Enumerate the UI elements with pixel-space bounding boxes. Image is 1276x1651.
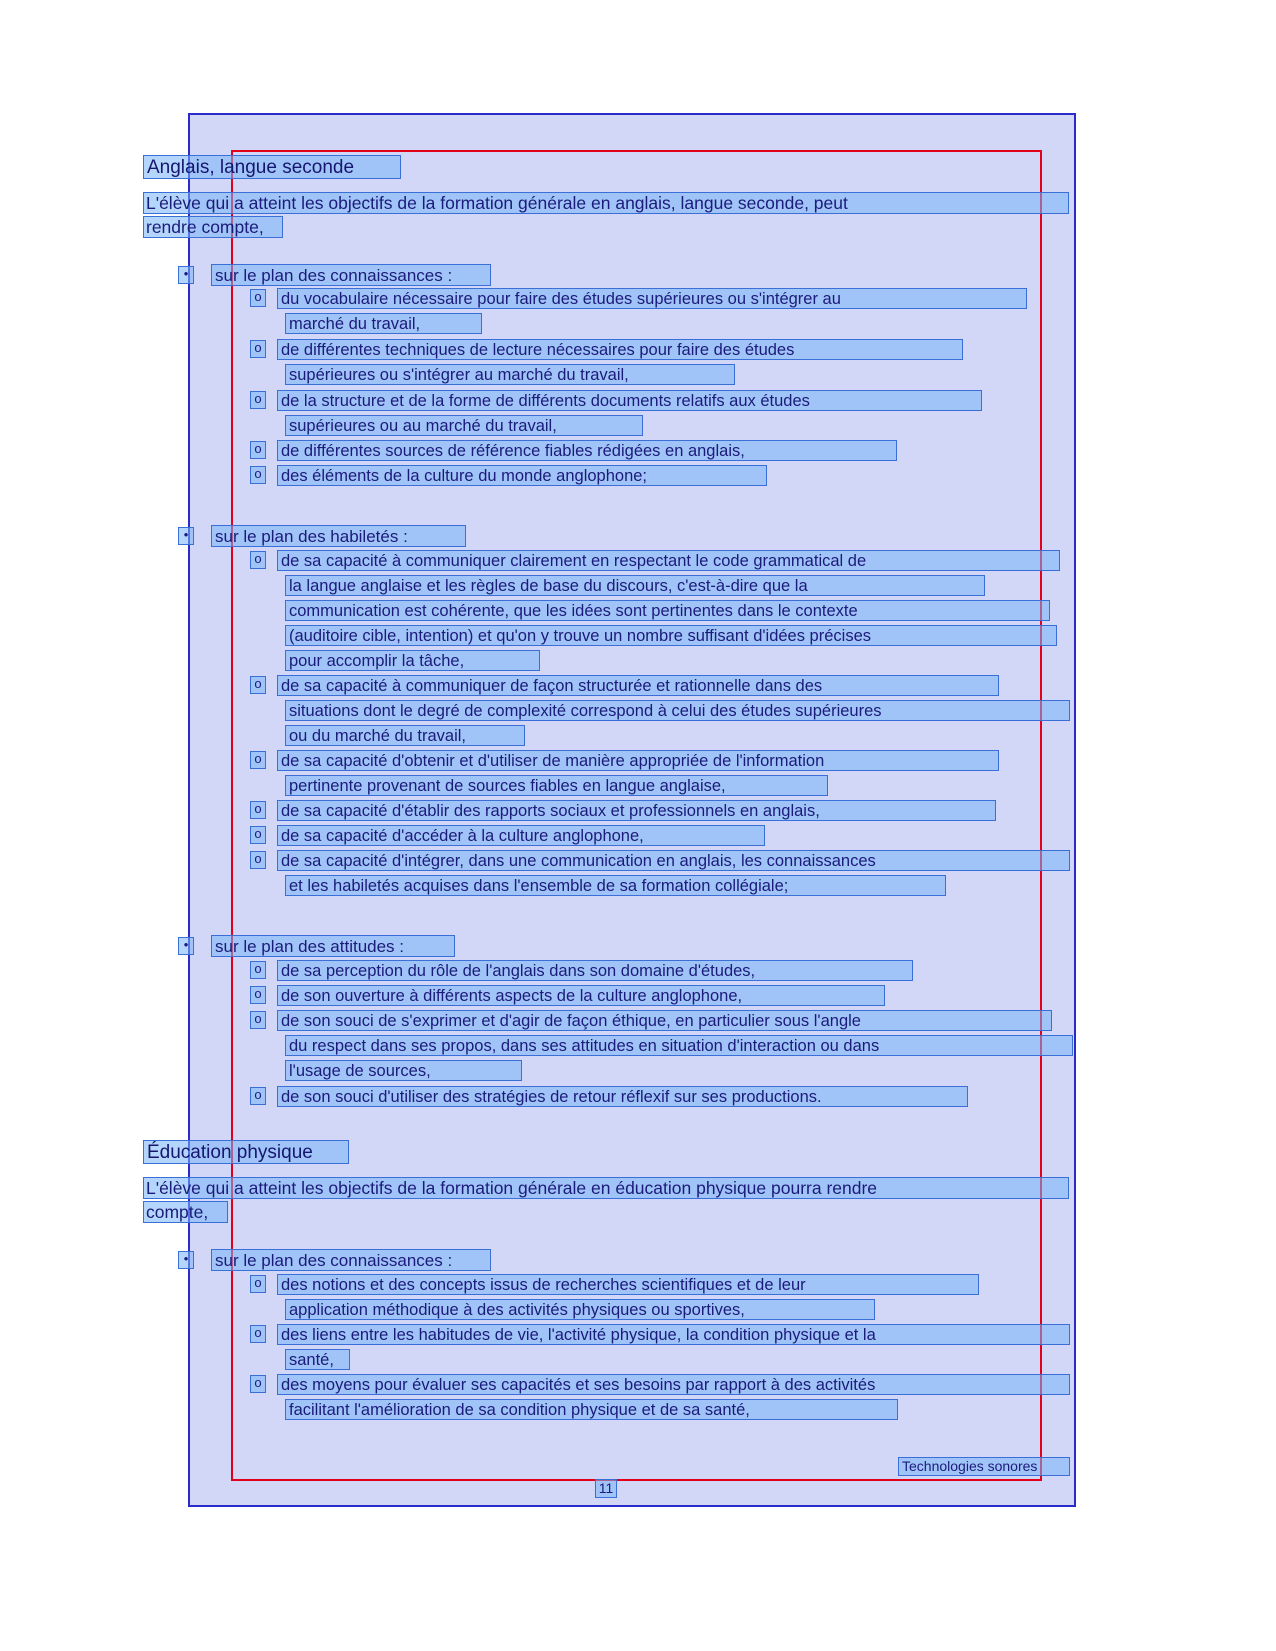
list-item-line: des notions et des concepts issus de recherches scientifiques et de leur <box>277 1274 979 1295</box>
list-item-line: de différentes techniques de lecture nécessaires pour faire des études <box>277 339 963 360</box>
list-item-line: des moyens pour évaluer ses capacités et ses besoins par rapport à des activités <box>277 1374 1070 1395</box>
group-label: sur le plan des connaissances : <box>211 264 491 286</box>
bullet-marker-level2: o <box>250 441 266 459</box>
list-item-line: supérieures ou s'intégrer au marché du travail, <box>285 364 735 385</box>
intro-line: L'élève qui a atteint les objectifs de la formation générale en éducation physique pourra rendre <box>143 1177 1069 1199</box>
bullet-marker-level2: o <box>250 391 266 409</box>
bullet-marker-level1: • <box>178 266 194 284</box>
group-label: sur le plan des habiletés : <box>211 525 466 547</box>
bullet-marker-level2: o <box>250 1011 266 1029</box>
list-item-line: de sa capacité d'obtenir et d'utiliser de manière appropriée de l'information <box>277 750 999 771</box>
bullet-marker-level2: o <box>250 340 266 358</box>
list-item-line: (auditoire cible, intention) et qu'on y trouve un nombre suffisant d'idées précises <box>285 625 1057 646</box>
list-item-line: du respect dans ses propos, dans ses attitudes en situation d'interaction ou dans <box>285 1035 1073 1056</box>
bullet-marker-level1: • <box>178 937 194 955</box>
list-item-line: des liens entre les habitudes de vie, l'activité physique, la condition physique et la <box>277 1324 1070 1345</box>
list-item-line: de sa capacité à communiquer clairement en respectant le code grammatical de <box>277 550 1060 571</box>
list-item-line: de différentes sources de référence fiables rédigées en anglais, <box>277 440 897 461</box>
bullet-marker-level2: o <box>250 986 266 1004</box>
bullet-marker-level2: o <box>250 751 266 769</box>
bullet-marker-level2: o <box>250 961 266 979</box>
list-item-line: marché du travail, <box>285 313 482 334</box>
list-item-line: l'usage de sources, <box>285 1060 522 1081</box>
list-item-line: de son souci d'utiliser des stratégies de retour réflexif sur ses productions. <box>277 1086 968 1107</box>
bullet-marker-level2: o <box>250 826 266 844</box>
list-item-line: des éléments de la culture du monde anglophone; <box>277 465 767 486</box>
section-heading-education-physique: Éducation physique <box>143 1140 349 1164</box>
list-item-line: de sa capacité à communiquer de façon structurée et rationnelle dans des <box>277 675 999 696</box>
bullet-marker-level2: o <box>250 466 266 484</box>
footer-note: Technologies sonores <box>898 1457 1070 1476</box>
list-item-line: de sa capacité d'accéder à la culture anglophone, <box>277 825 765 846</box>
list-item-line: communication est cohérente, que les idées sont pertinentes dans le contexte <box>285 600 1050 621</box>
list-item-line: ou du marché du travail, <box>285 725 525 746</box>
list-item-line: application méthodique à des activités physiques ou sportives, <box>285 1299 875 1320</box>
bullet-marker-level2: o <box>250 1325 266 1343</box>
list-item-line: de son souci de s'exprimer et d'agir de façon éthique, en particulier sous l'angle <box>277 1010 1052 1031</box>
list-item-line: situations dont le degré de complexité correspond à celui des études supérieures <box>285 700 1070 721</box>
bullet-marker-level2: o <box>250 551 266 569</box>
list-item-line: du vocabulaire nécessaire pour faire des études supérieures ou s'intégrer au <box>277 288 1027 309</box>
list-item-line: de sa capacité d'intégrer, dans une communication en anglais, les connaissances <box>277 850 1070 871</box>
bullet-marker-level2: o <box>250 676 266 694</box>
group-label: sur le plan des connaissances : <box>211 1249 491 1271</box>
bullet-marker-level1: • <box>178 1251 194 1269</box>
list-item-line: pour accomplir la tâche, <box>285 650 540 671</box>
bullet-marker-level2: o <box>250 801 266 819</box>
intro-line: compte, <box>143 1201 228 1223</box>
list-item-line: de sa capacité d'établir des rapports sociaux et professionnels en anglais, <box>277 800 996 821</box>
section-heading-anglais: Anglais, langue seconde <box>143 155 401 179</box>
list-item-line: la langue anglaise et les règles de base du discours, c'est-à-dire que la <box>285 575 985 596</box>
bullet-marker-level2: o <box>250 1087 266 1105</box>
intro-line: L'élève qui a atteint les objectifs de la formation générale en anglais, langue seconde, peut <box>143 192 1069 214</box>
bullet-marker-level2: o <box>250 851 266 869</box>
list-item-line: facilitant l'amélioration de sa condition physique et de sa santé, <box>285 1399 898 1420</box>
list-item-line: supérieures ou au marché du travail, <box>285 415 643 436</box>
list-item-line: pertinente provenant de sources fiables en langue anglaise, <box>285 775 828 796</box>
list-item-line: et les habiletés acquises dans l'ensemble de sa formation collégiale; <box>285 875 946 896</box>
bullet-marker-level2: o <box>250 1275 266 1293</box>
list-item-line: de sa perception du rôle de l'anglais dans son domaine d'études, <box>277 960 913 981</box>
bullet-marker-level1: • <box>178 527 194 545</box>
intro-line: rendre compte, <box>143 216 283 238</box>
bullet-marker-level2: o <box>250 1375 266 1393</box>
group-label: sur le plan des attitudes : <box>211 935 455 957</box>
page-number: 11 <box>595 1479 617 1498</box>
list-item-line: de la structure et de la forme de différents documents relatifs aux études <box>277 390 982 411</box>
list-item-line: santé, <box>285 1349 350 1370</box>
list-item-line: de son ouverture à différents aspects de la culture anglophone, <box>277 985 885 1006</box>
bullet-marker-level2: o <box>250 289 266 307</box>
